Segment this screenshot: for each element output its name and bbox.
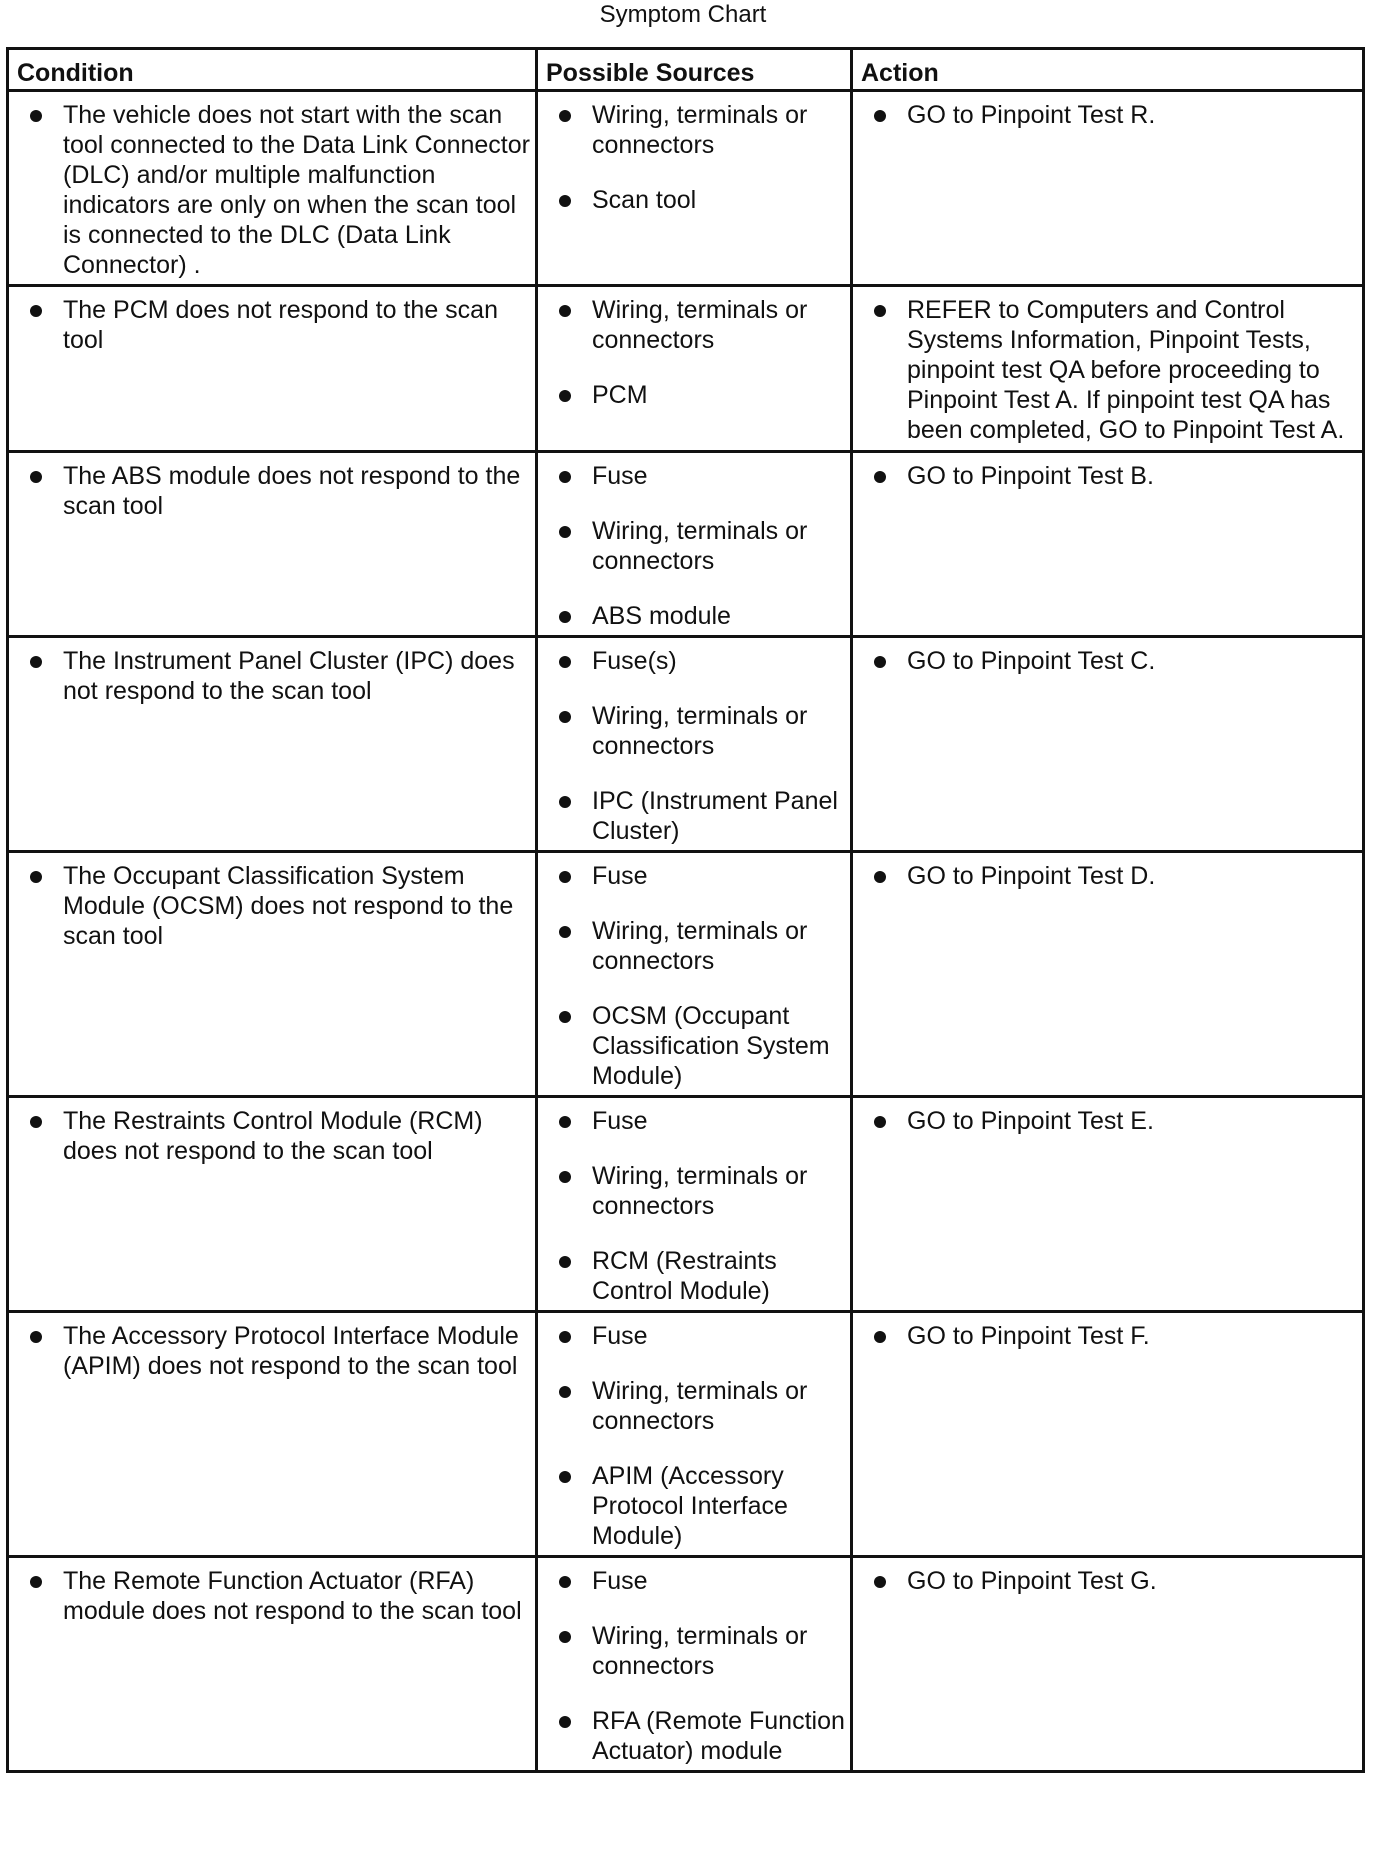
condition-text: The PCM does not respond to the scan tool <box>21 295 531 355</box>
possible-source-item: ABS module <box>550 601 846 631</box>
symptom-table <box>6 47 1365 1773</box>
possible-source-item: Fuse <box>550 461 846 491</box>
action-cell <box>852 1557 1364 1772</box>
page-title: Symptom Chart <box>599 1 767 28</box>
condition-text: The ABS module does not respond to the scan tool <box>21 461 531 521</box>
possible-source-item: Fuse <box>550 1566 846 1596</box>
action-cell <box>852 286 1364 452</box>
possible-source-item: Wiring, terminals or connectors <box>550 1161 846 1221</box>
table-row <box>8 1097 1364 1312</box>
action-cell <box>852 637 1364 852</box>
possible-source-item: Wiring, terminals or connectors <box>550 295 846 355</box>
possible-source-item: Fuse <box>550 861 846 891</box>
possible-source-item: Wiring, terminals or connectors <box>550 100 846 160</box>
condition-list <box>21 646 531 706</box>
possible-sources-cell <box>537 286 852 452</box>
table-row <box>8 1557 1364 1772</box>
condition-text: The Occupant Classification System Module (OCSM) does not respond to the scan tool <box>21 861 531 951</box>
header-action: Action <box>852 49 1364 91</box>
possible-sources-list <box>550 861 846 1091</box>
action-list <box>865 461 1358 491</box>
possible-source-item: Fuse <box>550 1106 846 1136</box>
possible-sources-cell <box>537 452 852 637</box>
possible-sources-cell <box>537 1097 852 1312</box>
condition-cell <box>8 852 537 1097</box>
condition-cell <box>8 91 537 286</box>
possible-sources-list <box>550 1321 846 1551</box>
condition-cell <box>8 637 537 852</box>
action-text: GO to Pinpoint Test D. <box>865 861 1358 891</box>
table-body <box>8 91 1364 1772</box>
header-condition: Condition <box>8 49 537 91</box>
possible-source-item: OCSM (Occupant Classification System Module) <box>550 1001 846 1091</box>
header-possible-sources: Possible Sources <box>537 49 852 91</box>
possible-sources-cell <box>537 852 852 1097</box>
condition-list <box>21 1321 531 1381</box>
condition-text: The Accessory Protocol Interface Module (APIM) does not respond to the scan tool <box>21 1321 531 1381</box>
possible-source-item: Wiring, terminals or connectors <box>550 701 846 761</box>
table-row <box>8 452 1364 637</box>
condition-cell <box>8 452 537 637</box>
action-text: GO to Pinpoint Test G. <box>865 1566 1358 1596</box>
table-header-row <box>8 49 1364 91</box>
possible-source-item: Fuse(s) <box>550 646 846 676</box>
condition-text: The vehicle does not start with the scan tool connected to the Data Link Connector (DLC) and/or multiple malfunction indicators are only on when the scan tool is connected to the DLC (Data Link Connector) . <box>21 100 531 280</box>
action-cell <box>852 1312 1364 1557</box>
condition-text: The Remote Function Actuator (RFA) module does not respond to the scan tool <box>21 1566 531 1626</box>
action-list <box>865 1106 1358 1136</box>
action-list <box>865 1566 1358 1596</box>
possible-source-item: RCM (Restraints Control Module) <box>550 1246 846 1306</box>
action-cell <box>852 91 1364 286</box>
possible-source-item: IPC (Instrument Panel Cluster) <box>550 786 846 846</box>
possible-sources-cell <box>537 91 852 286</box>
table-row <box>8 852 1364 1097</box>
possible-source-item: Wiring, terminals or connectors <box>550 516 846 576</box>
possible-sources-list <box>550 1106 846 1306</box>
condition-list <box>21 1566 531 1626</box>
possible-sources-list <box>550 100 846 215</box>
condition-text: The Restraints Control Module (RCM) does not respond to the scan tool <box>21 1106 531 1166</box>
possible-source-item: Fuse <box>550 1321 846 1351</box>
action-text: GO to Pinpoint Test R. <box>865 100 1358 130</box>
possible-source-item: Wiring, terminals or connectors <box>550 1621 846 1681</box>
table-row <box>8 91 1364 286</box>
possible-sources-cell <box>537 1557 852 1772</box>
condition-list <box>21 461 531 521</box>
condition-list <box>21 861 531 951</box>
possible-source-item: Wiring, terminals or connectors <box>550 1376 846 1436</box>
action-cell <box>852 452 1364 637</box>
possible-sources-cell <box>537 637 852 852</box>
action-list <box>865 646 1358 676</box>
action-text: REFER to Computers and Control Systems Information, Pinpoint Tests, pinpoint test QA before proceeding to Pinpoint Test A. If pinpoint test QA has been completed, GO to Pinpoint Test A. <box>865 295 1358 445</box>
condition-text: The Instrument Panel Cluster (IPC) does not respond to the scan tool <box>21 646 531 706</box>
possible-source-item: APIM (Accessory Protocol Interface Module) <box>550 1461 846 1551</box>
condition-list <box>21 295 531 355</box>
condition-cell <box>8 1097 537 1312</box>
possible-sources-list <box>550 295 846 410</box>
condition-cell <box>8 286 537 452</box>
possible-sources-list <box>550 461 846 631</box>
condition-cell <box>8 1312 537 1557</box>
action-list <box>865 100 1358 130</box>
action-list <box>865 861 1358 891</box>
possible-sources-list <box>550 646 846 846</box>
possible-source-item: Scan tool <box>550 185 846 215</box>
condition-list <box>21 100 531 280</box>
action-text: GO to Pinpoint Test F. <box>865 1321 1358 1351</box>
possible-sources-list <box>550 1566 846 1766</box>
action-text: GO to Pinpoint Test E. <box>865 1106 1358 1136</box>
table-row <box>8 286 1364 452</box>
possible-sources-cell <box>537 1312 852 1557</box>
condition-cell <box>8 1557 537 1772</box>
action-cell <box>852 1097 1364 1312</box>
table-row <box>8 1312 1364 1557</box>
action-list <box>865 1321 1358 1351</box>
action-cell <box>852 852 1364 1097</box>
condition-list <box>21 1106 531 1166</box>
possible-source-item: PCM <box>550 380 846 410</box>
action-text: GO to Pinpoint Test B. <box>865 461 1358 491</box>
table-row <box>8 637 1364 852</box>
possible-source-item: Wiring, terminals or connectors <box>550 916 846 976</box>
action-list <box>865 295 1358 445</box>
possible-source-item: RFA (Remote Function Actuator) module <box>550 1706 846 1766</box>
action-text: GO to Pinpoint Test C. <box>865 646 1358 676</box>
